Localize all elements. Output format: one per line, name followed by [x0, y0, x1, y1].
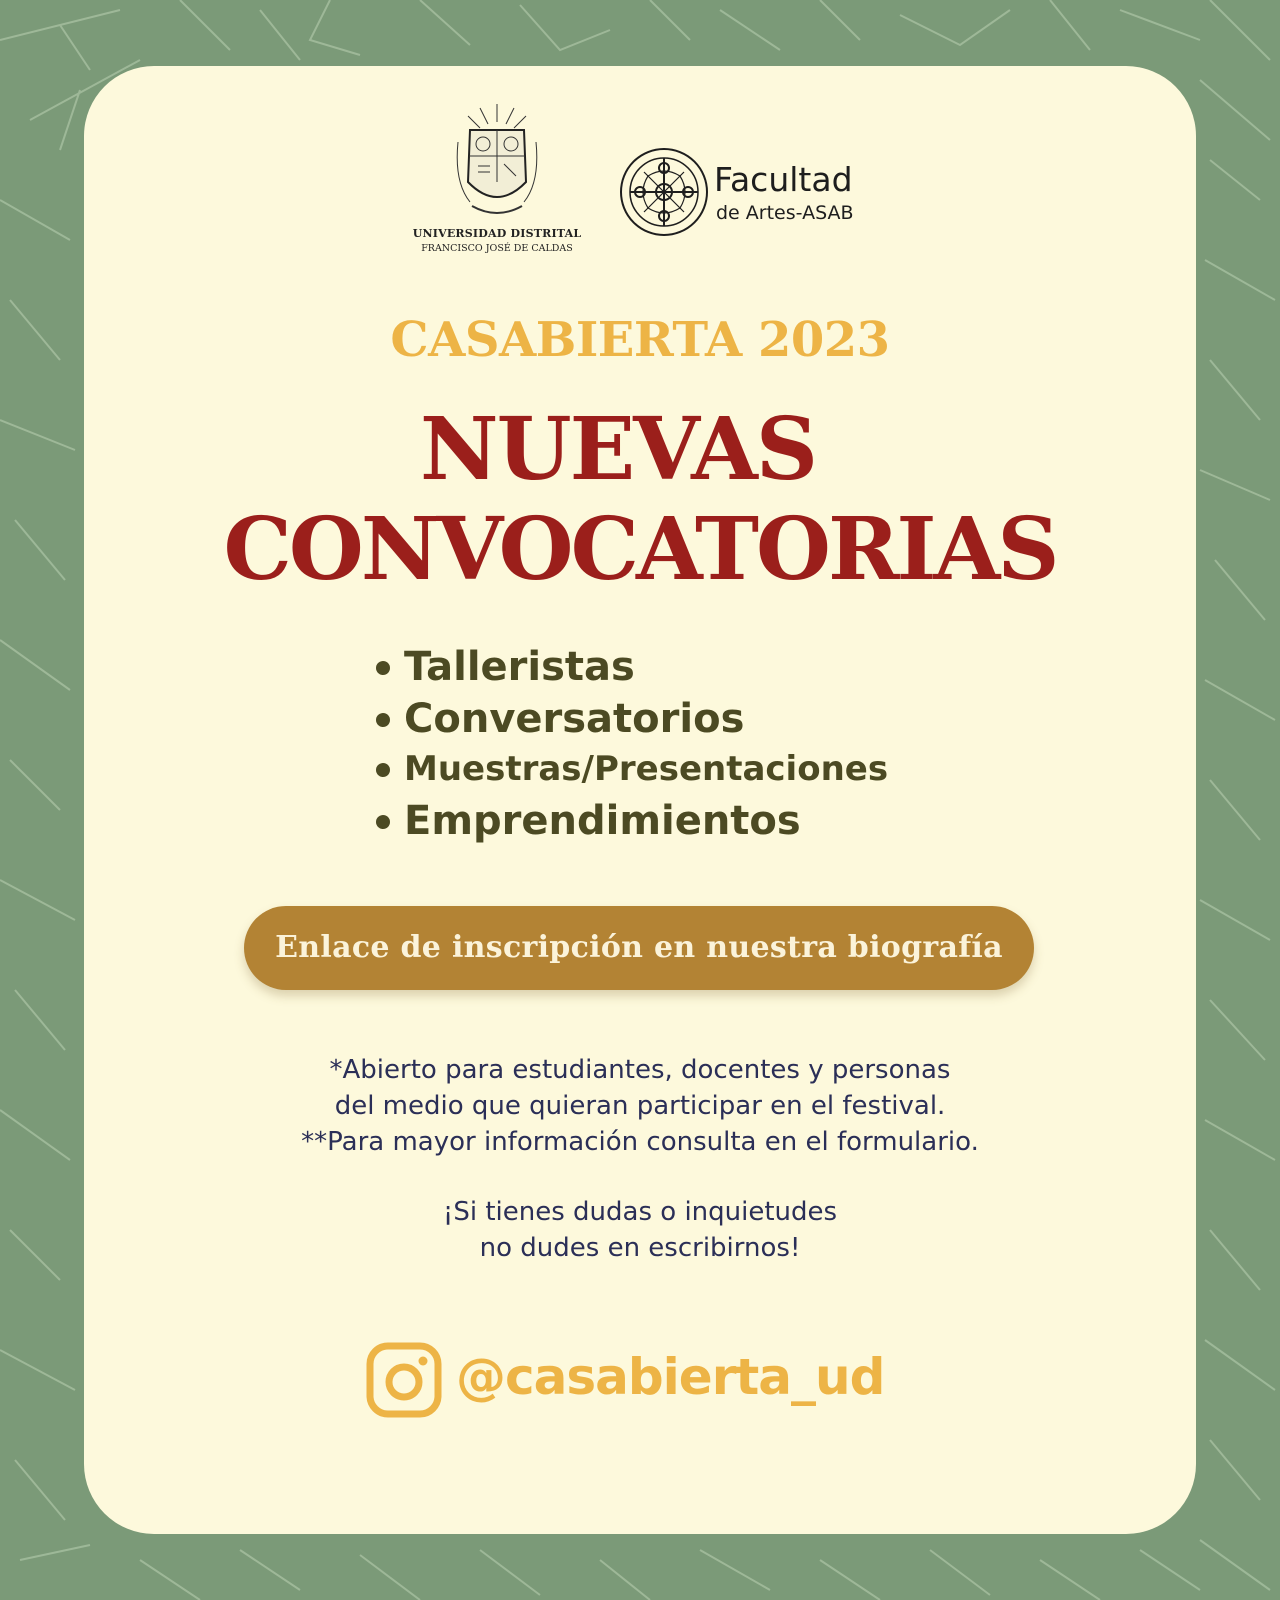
contact-line: no dudes en escribirnos!	[479, 1233, 801, 1263]
university-logo	[412, 102, 582, 332]
bullet-dot-icon	[376, 815, 390, 829]
bullet-dot-icon	[376, 763, 390, 777]
asab-emblem-icon	[618, 146, 710, 238]
list-item-label: Talleristas	[404, 644, 635, 690]
eligibility-notes	[84, 1052, 1196, 1160]
university-crest-icon	[450, 102, 544, 222]
registration-link-button[interactable]: Enlace de inscripción en nuestra biografía	[244, 906, 1034, 990]
note-line: **Para mayor información consulta en el formulario.	[301, 1127, 979, 1157]
note-line: del medio que quieran participar en el festival.	[334, 1091, 946, 1121]
headline-line-2: CONVOCATORIAS	[223, 499, 1057, 600]
faculty-subtitle: de Artes-ASAB	[716, 202, 854, 224]
list-item-label: Muestras/Presentaciones	[404, 749, 889, 789]
bullet-dot-icon	[376, 661, 390, 675]
list-item	[374, 744, 888, 794]
faculty-title: Facultad	[714, 160, 853, 199]
bullet-dot-icon	[376, 713, 390, 727]
list-item-label: Conversatorios	[404, 696, 745, 742]
event-title: CASABIERTA 2023	[390, 312, 890, 368]
headline-line-1: NUEVAS	[419, 399, 817, 500]
note-line: *Abierto para estudiantes, docentes y personas	[329, 1055, 951, 1085]
logo-row	[84, 102, 1196, 332]
instagram-handle[interactable]: @casabierta_ud	[456, 1348, 885, 1406]
instagram-link[interactable]	[366, 1342, 926, 1422]
contact-line: ¡Si tienes dudas o inquietudes	[442, 1197, 838, 1227]
university-name: UNIVERSIDAD DISTRITAL	[412, 227, 582, 240]
university-subtitle: FRANCISCO JOSÉ DE CALDAS	[421, 243, 573, 254]
faculty-logo	[618, 146, 898, 246]
list-item	[374, 694, 888, 744]
instagram-icon[interactable]	[366, 1342, 442, 1418]
contact-message	[84, 1194, 1196, 1266]
list-item	[374, 794, 888, 848]
call-categories-list	[374, 640, 888, 848]
list-item	[374, 640, 888, 694]
poster-card	[84, 66, 1196, 1534]
list-item-label: Emprendimientos	[404, 798, 801, 844]
